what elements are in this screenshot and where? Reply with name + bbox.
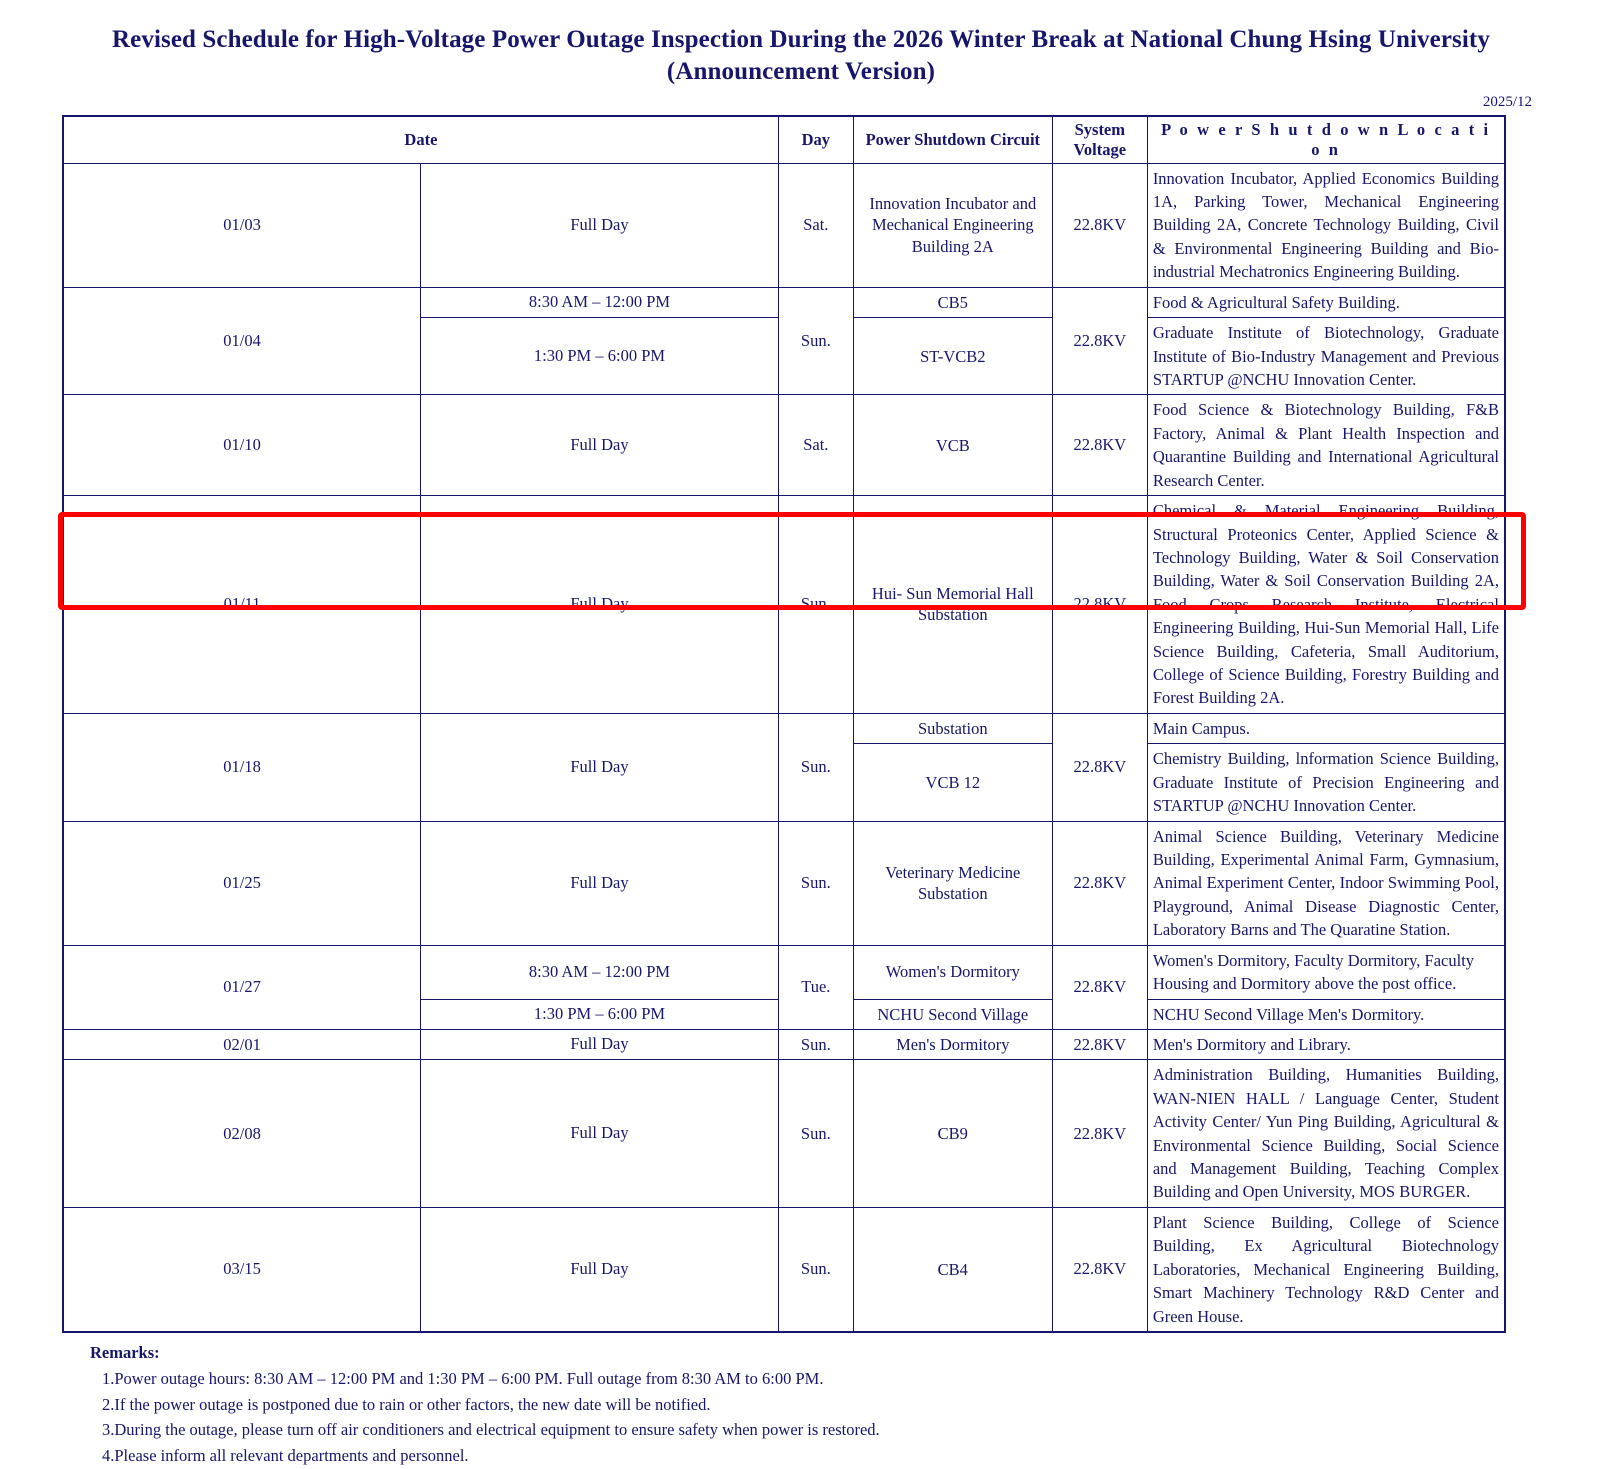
- table-row: [63, 163, 1505, 287]
- cell-time: 8:30 AM – 12:00 PM: [421, 945, 779, 999]
- cell-date: 01/03: [63, 163, 421, 287]
- cell-location: Main Campus.: [1147, 713, 1505, 743]
- table-row: [63, 821, 1505, 945]
- cell-voltage: 22.8KV: [1052, 395, 1147, 496]
- remarks-section: [62, 1341, 1540, 1469]
- cell-location: Food & Agricultural Safety Building.: [1147, 287, 1505, 317]
- remarks-item: 4.Please inform all relevant departments and personnel.: [102, 1446, 469, 1465]
- cell-day: Sat.: [778, 395, 853, 496]
- cell-voltage: 22.8KV: [1052, 1060, 1147, 1208]
- cell-time: Full Day: [421, 1060, 779, 1208]
- cell-day: Sun.: [778, 821, 853, 945]
- cell-location: Women's Dormitory, Faculty Dormitory, Faculty Housing and Dormitory above the post office.: [1147, 945, 1505, 999]
- cell-time: 1:30 PM – 6:00 PM: [421, 999, 779, 1029]
- cell-date: 03/15: [63, 1207, 421, 1332]
- column-header-circuit: Power Shutdown Circuit: [853, 116, 1052, 163]
- table-row: [63, 1060, 1505, 1208]
- power-outage-schedule-table: [62, 115, 1506, 1333]
- cell-circuit: VCB: [853, 395, 1052, 496]
- cell-date: 01/04: [63, 287, 421, 395]
- cell-voltage: 22.8KV: [1052, 945, 1147, 1029]
- table-row: [63, 395, 1505, 496]
- cell-date: 01/27: [63, 945, 421, 1029]
- title-line-2: (Announcement Version): [666, 58, 936, 85]
- cell-circuit: NCHU Second Village: [853, 999, 1052, 1029]
- cell-day: Tue.: [778, 945, 853, 1029]
- remarks-title: Remarks:: [90, 1343, 160, 1362]
- cell-circuit: Substation: [853, 713, 1052, 743]
- cell-date: 02/01: [63, 1029, 421, 1059]
- table-row: [63, 496, 1505, 714]
- cell-circuit: VCB 12: [853, 744, 1052, 821]
- cell-location: Innovation Incubator, Applied Economics Building 1A, Parking Tower, Mechanical Engineering Building 2A, Concrete Technology Building, Civil & Environmental Engineering Building and Bio-industrial Mechatronics Engineering Building.: [1147, 163, 1505, 287]
- cell-circuit: Innovation Incubator and Mechanical Engineering Building 2A: [853, 163, 1052, 287]
- cell-date: 01/10: [63, 395, 421, 496]
- cell-voltage: 22.8KV: [1052, 713, 1147, 821]
- cell-circuit: Women's Dormitory: [853, 945, 1052, 999]
- document-date: 2025/12: [1482, 94, 1532, 110]
- column-header-location: P o w e r S h u t d o w n L o c a t i o n: [1147, 116, 1505, 163]
- cell-day: Sun.: [778, 287, 853, 395]
- cell-voltage: 22.8KV: [1052, 821, 1147, 945]
- cell-time: Full Day: [421, 395, 779, 496]
- cell-circuit: CB5: [853, 287, 1052, 317]
- table-row: [63, 1029, 1505, 1059]
- cell-time: Full Day: [421, 163, 779, 287]
- cell-location: Men's Dormitory and Library.: [1147, 1029, 1505, 1059]
- cell-voltage: 22.8KV: [1052, 287, 1147, 395]
- cell-location: Plant Science Building, College of Science Building, Ex Agricultural Biotechnology Laboratories, Mechanical Engineering Building, Smart Machinery Technology R&D Center and Green House.: [1147, 1207, 1505, 1332]
- cell-voltage: 22.8KV: [1052, 163, 1147, 287]
- cell-location: Graduate Institute of Biotechnology, Graduate Institute of Bio-Industry Management and Previous STARTUP @NCHU Innovation Center.: [1147, 318, 1505, 395]
- cell-location: Animal Science Building, Veterinary Medicine Building, Experimental Animal Farm, Gymnasium, Animal Experiment Center, Indoor Swimming Pool, Playground, Animal Disease Diagnostic Center, Laboratory Barns and The Quaratine Station.: [1147, 821, 1505, 945]
- page-title: [62, 24, 1540, 88]
- table-body: [63, 163, 1505, 1332]
- cell-time: Full Day: [421, 1207, 779, 1332]
- cell-voltage: 22.8KV: [1052, 496, 1147, 714]
- cell-time: 8:30 AM – 12:00 PM: [421, 287, 779, 317]
- cell-location: Chemical & Material Engineering Building, Structural Proteonics Center, Applied Science & Technology Building, Water & Soil Conservation Building, Water & Soil Conservation Building 2A, Food Crops Research Institute, Electrical Engineering Building, Hui-Sun Memorial Hall, Life Science Building, Cafeteria, Small Auditorium, College of Science Building, Forestry Building and Forest Building 2A.: [1147, 496, 1505, 714]
- cell-date: 01/18: [63, 713, 421, 821]
- column-header-voltage: System Voltage: [1052, 116, 1147, 163]
- cell-day: Sun.: [778, 1029, 853, 1059]
- cell-circuit: CB4: [853, 1207, 1052, 1332]
- cell-time: Full Day: [421, 713, 779, 821]
- table-row: [63, 945, 1505, 999]
- cell-voltage: 22.8KV: [1052, 1207, 1147, 1332]
- cell-day: Sun.: [778, 713, 853, 821]
- cell-day: Sun.: [778, 496, 853, 714]
- cell-time: Full Day: [421, 821, 779, 945]
- cell-location: Chemistry Building, lnformation Science Building, Graduate Institute of Precision Engineering and STARTUP @NCHU Innovation Center.: [1147, 744, 1505, 821]
- cell-location: Food Science & Biotechnology Building, F&B Factory, Animal & Plant Health Inspection and Quarantine Building and International Agricultural Research Center.: [1147, 395, 1505, 496]
- cell-date: 01/25: [63, 821, 421, 945]
- cell-date: 02/08: [63, 1060, 421, 1208]
- cell-time: 1:30 PM – 6:00 PM: [421, 318, 779, 395]
- table-header-row: [63, 116, 1505, 163]
- cell-voltage: 22.8KV: [1052, 1029, 1147, 1059]
- table-row: [63, 1207, 1505, 1332]
- cell-circuit: CB9: [853, 1060, 1052, 1208]
- remarks-item: 2.If the power outage is postponed due to rain or other factors, the new date will be notified.: [102, 1394, 711, 1414]
- table-row-highlighted: [63, 713, 1505, 743]
- cell-day: Sun.: [778, 1060, 853, 1208]
- column-header-date: Date: [63, 116, 778, 163]
- cell-circuit: Veterinary Medicine Substation: [853, 821, 1052, 945]
- cell-circuit: Hui- Sun Memorial Hall Substation: [853, 496, 1052, 714]
- cell-time: Full Day: [421, 1029, 779, 1059]
- cell-day: Sun.: [778, 1207, 853, 1332]
- remarks-list: [62, 1367, 1540, 1469]
- remarks-item: 3.During the outage, please turn off air conditioners and electrical equipment to ensure safety when power is restored.: [102, 1420, 880, 1440]
- cell-day: Sat.: [778, 163, 853, 287]
- remarks-item: 1.Power outage hours: 8:30 AM – 12:00 PM and 1:30 PM – 6:00 PM. Full outage from 8:30 AM to 6:00 PM.: [102, 1368, 824, 1388]
- cell-date: 01/11: [63, 496, 421, 714]
- title-line-1: Revised Schedule for High-Voltage Power Outage Inspection During the 2026 Winter Break at National Chung Hsing University: [112, 26, 1490, 53]
- table-header: [63, 116, 1505, 163]
- cell-location: Administration Building, Humanities Building, WAN-NIEN HALL / Language Center, Student Activity Center/ Yun Ping Building, Agricultural & Environmental Science Building, Social Science and Management Building, Teaching Complex Building and Open University, MOS BURGER.: [1147, 1060, 1505, 1208]
- table-row: [63, 287, 1505, 317]
- cell-circuit: Men's Dormitory: [853, 1029, 1052, 1059]
- column-header-day: Day: [778, 116, 853, 163]
- cell-time: Full Day: [421, 496, 779, 714]
- cell-location: NCHU Second Village Men's Dormitory.: [1147, 999, 1505, 1029]
- cell-circuit: ST-VCB2: [853, 318, 1052, 395]
